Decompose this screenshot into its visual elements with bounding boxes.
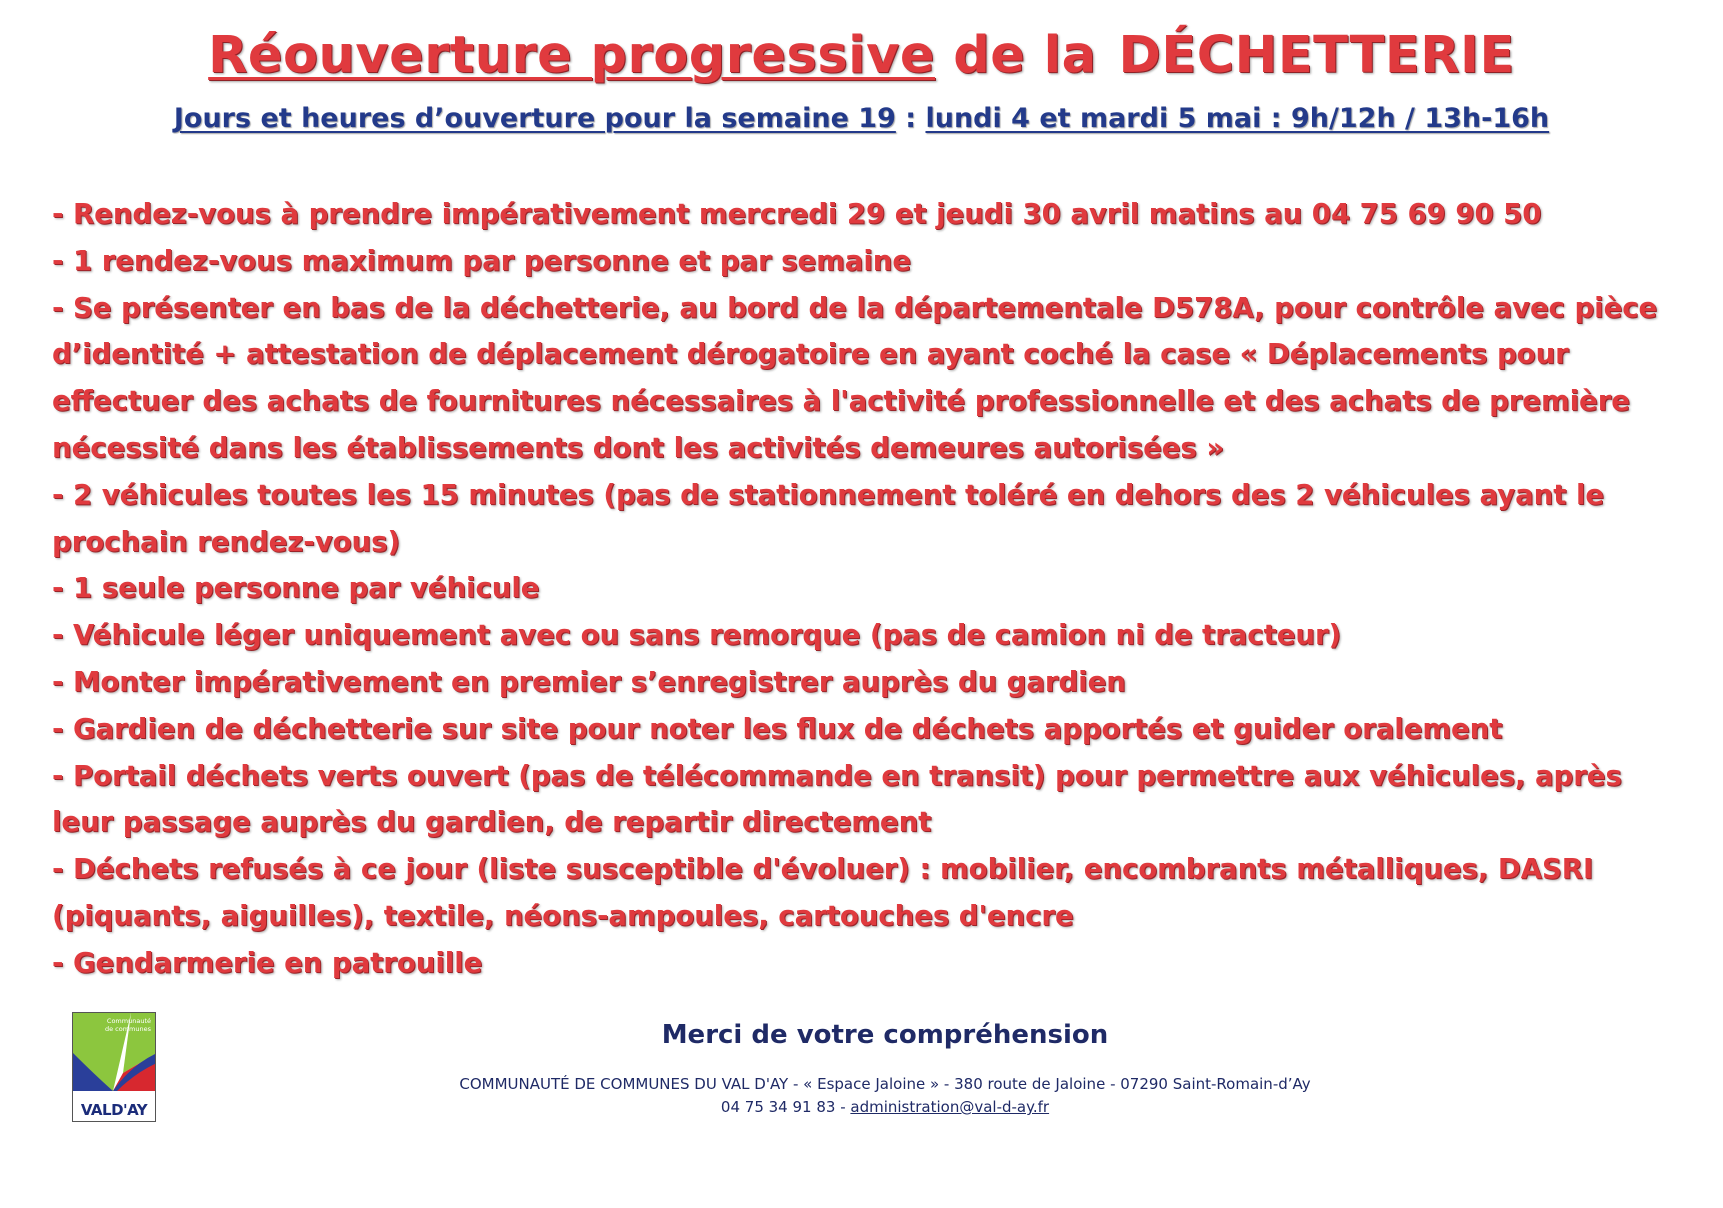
footer-contact-line: 04 75 34 91 83 - administration@val-d-ay.fr [720, 1098, 1050, 1116]
opening-hours-subtitle [0, 99, 1723, 139]
title-de-la: de la [953, 26, 1097, 85]
rule-light-vehicle: - Véhicule léger uniquement avec ou sans remorque (pas de camion ni de tracteur) [52, 619, 1342, 652]
footer-contact [0, 1073, 1723, 1119]
logo-name: VALD'AY [80, 1101, 148, 1119]
rule-gendarmerie: - Gendarmerie en patrouille [52, 946, 483, 979]
rule-max-appointment: - 1 rendez-vous maximum par personne et par semaine [52, 244, 911, 277]
rule-vehicles-per-slot: - 2 véhicules toutes les 15 minutes (pas de stationnement toléré en dehors des 2 véhicules ayant le prochain rendez-vous) [52, 478, 1605, 558]
subtitle-hours: lundi 4 et mardi 5 mai : 9h/12h / 13h-16h [925, 103, 1550, 134]
footer-email-link[interactable]: administration@val-d-ay.fr [850, 1098, 1050, 1116]
footer-phone: 04 75 34 91 83 [720, 1098, 836, 1116]
footer-address: COMMUNAUTÉ DE COMMUNES DU VAL D'AY - « Espace Jaloine » - 380 route de Jaloine - 07290 Saint-Romain-d’Ay [459, 1075, 1311, 1093]
title-reopening: Réouverture progressive [208, 26, 936, 85]
page-title [0, 24, 1723, 88]
logo-caption: Communauté de communes [104, 1017, 151, 1033]
subtitle-separator: : [895, 103, 926, 134]
rule-appointment: - Rendez-vous à prendre impérativement mercredi 29 et jeudi 30 avril matins au 04 75 69 90 50 [52, 198, 1542, 230]
rules-list [52, 191, 1692, 987]
subtitle-week: Jours et heures d’ouverture pour la semaine 19 [173, 103, 896, 134]
title-dechetterie: DÉCHETTERIE [1118, 26, 1515, 85]
rule-guardian: - Gardien de déchetterie sur site pour noter les flux de déchets apportés et guider oralement [52, 712, 1503, 745]
rule-one-person: - 1 seule personne par véhicule [52, 572, 540, 605]
thanks-message: Merci de votre compréhension [661, 1020, 1109, 1050]
rule-checkpoint: - Se présenter en bas de la déchetterie, au bord de la départementale D578A, pour contrôle avec pièce d’identité + attestation de déplacement dérogatoire en ayant coché la case « Déplacements pour effectuer des achats de fournitures nécessaires à l'activité professionnelle et des achats de première nécessité dans les établissements dont les activités demeures autorisées » [52, 291, 1658, 464]
rule-register: - Monter impérativement en premier s’enregistrer auprès du gardien [52, 665, 1126, 698]
rule-green-gate: - Portail déchets verts ouvert (pas de télécommande en transit) pour permettre aux véhicules, après leur passage auprès du gardien, de repartir directement [52, 759, 1622, 839]
rule-refused-waste: - Déchets refusés à ce jour (liste susceptible d'évoluer) : mobilier, encombrants métalliques, DASRI (piquants, aiguilles), textile, néons-ampoules, cartouches d'encre [52, 853, 1594, 932]
